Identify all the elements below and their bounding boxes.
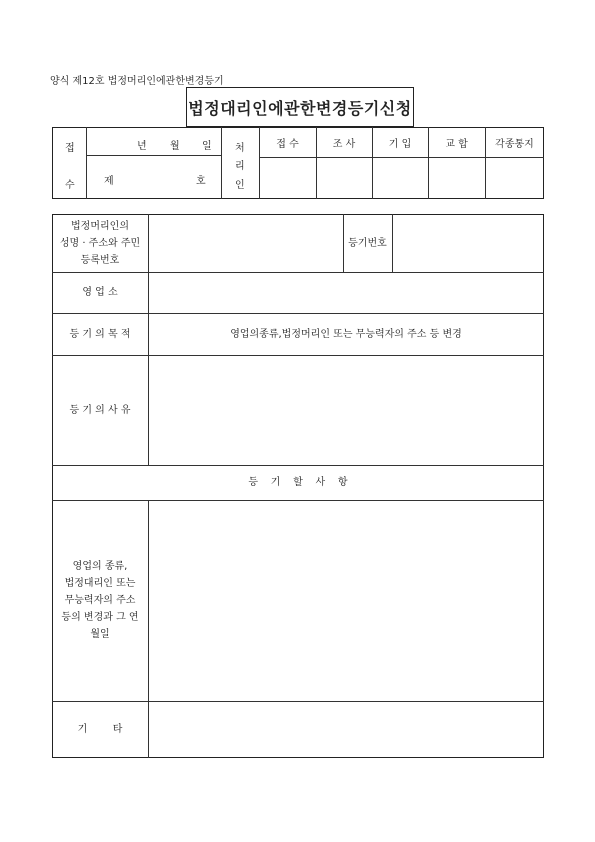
- other-field[interactable]: [149, 702, 543, 757]
- reg-number-label: 등기번호: [348, 237, 387, 249]
- reason-field[interactable]: [149, 356, 543, 465]
- receipt-giip-cell[interactable]: [373, 158, 428, 198]
- receipt-col-giip: 기 입: [388, 138, 412, 150]
- change-details-label-line-4: 등의 변경과 그 연: [61, 612, 139, 623]
- receipt-cheori-char-3: 인: [235, 180, 245, 191]
- receipt-notices-cell[interactable]: [486, 158, 543, 198]
- receipt-day-label: 일: [202, 141, 212, 152]
- reg-number-field[interactable]: [393, 215, 543, 272]
- receipt-cheori-char-1: 처: [235, 143, 245, 154]
- change-details-label-line-1: 영업의 종류,: [72, 561, 128, 572]
- receipt-divider: [221, 127, 222, 199]
- change-details-label-line-5: 월일: [90, 629, 110, 640]
- receipt-cheori-char-2: 리: [235, 161, 245, 172]
- receipt-ho-label: 호: [196, 176, 206, 187]
- change-details-field[interactable]: [149, 501, 543, 701]
- change-details-label: [52, 500, 148, 701]
- other-label: 기 타: [77, 724, 123, 735]
- receipt-josa-cell[interactable]: [317, 158, 372, 198]
- receipt-year-label: 년: [137, 141, 147, 152]
- receipt-col-jeopsu: 접 수: [276, 138, 299, 150]
- rep-info-label: [52, 214, 148, 272]
- rep-info-label-line-1: 법정머리인의: [71, 220, 129, 232]
- business-office-label: 영 업 소: [82, 287, 118, 298]
- receipt-jeopsu-cell[interactable]: [260, 158, 316, 198]
- rep-info-label-line-2: 성명 · 주소와 주민: [59, 237, 141, 249]
- form-title: 법정대리인에관한변경등기신청: [186, 87, 414, 127]
- purpose-label: 등 기 의 목 적: [69, 328, 131, 340]
- receipt-su-label: 수: [65, 180, 75, 191]
- receipt-je-label: 제: [104, 176, 114, 187]
- receipt-gyohap-cell[interactable]: [429, 158, 485, 198]
- receipt-divider: [86, 155, 221, 156]
- receipt-jeop-label: 접: [65, 143, 75, 154]
- form-code-header: 양식 제12호 법정머리인에관한변경등기: [50, 76, 224, 87]
- matters-section-header: 등 기 할 사 항: [248, 477, 348, 488]
- rep-info-field[interactable]: [149, 215, 343, 272]
- receipt-col-gyohap: 교 합: [445, 138, 468, 150]
- purpose-value: 영업의종류,법정머리인 또는 무능력자의 주소 등 변경: [230, 328, 462, 340]
- business-office-field[interactable]: [149, 273, 543, 313]
- receipt-col-notices: 각종통지: [495, 138, 534, 150]
- receipt-month-label: 월: [170, 141, 180, 152]
- receipt-col-josa: 조 사: [332, 138, 356, 150]
- rep-info-label-line-3: 등록번호: [80, 254, 120, 266]
- reason-label: 등 기 의 사 유: [69, 404, 131, 416]
- receipt-divider: [86, 127, 87, 199]
- change-details-label-line-3: 무능력자의 주소: [64, 595, 136, 606]
- change-details-label-line-2: 법정대리인 또는: [64, 578, 136, 589]
